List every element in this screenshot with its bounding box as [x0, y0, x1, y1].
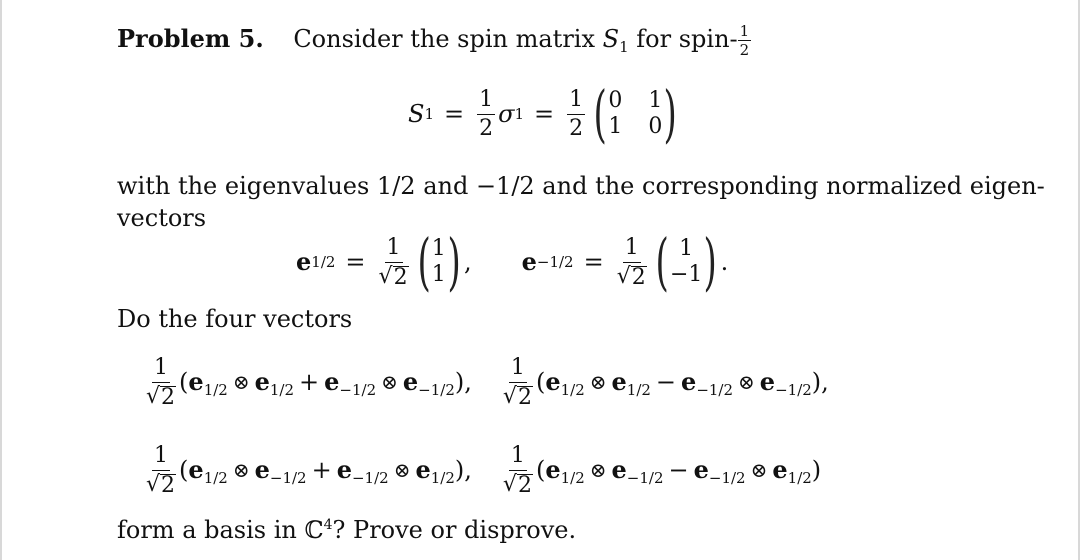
intro-text: Consider the spin matrix	[293, 25, 596, 53]
basis-vector-e: $e_{-1/2}$	[254, 455, 307, 487]
eigenvector-equations: e 1/2 = 1 √ 2 ( 1 1 ) , e −1/2 = 1 √ 2 ( 1 −1 ) .	[296, 225, 729, 298]
basis-vector-e: $e_{-1/2}$	[402, 367, 455, 399]
basis-vector-e: $e_{-1/2}$	[693, 455, 746, 487]
basis-vector-e: $e_{-1/2}$	[681, 367, 734, 399]
eq1-half-1: $\frac{1}{2}$	[479, 86, 494, 141]
inv-sqrt2-a: 1 √ 2	[378, 234, 408, 290]
basis-vector-e: $e_{1/2}$	[545, 455, 585, 487]
eq1-lhs: S	[408, 100, 425, 128]
basis-vector-e: $e_{1/2}$	[611, 367, 651, 399]
basis-vector-e: $e_{-1/2}$	[611, 455, 664, 487]
pauli-matrix: 0 1 1 0	[608, 88, 663, 139]
page-left-edge	[0, 0, 2, 560]
basis-vector-e: $e_{1/2}$	[188, 367, 228, 399]
inv-sqrt2-b: 1 √ 2	[616, 234, 646, 290]
intro-tail: for spin-	[636, 25, 738, 53]
intro-symbol-sub: 1	[619, 38, 629, 56]
inv-sqrt2-coefficient: 1 √ 2	[502, 442, 532, 498]
eigenvector-1: 1 1	[431, 236, 446, 287]
four-vectors-intro: Do the four vectors	[117, 305, 353, 333]
inv-sqrt2-coefficient: 1 √ 2	[502, 354, 532, 410]
spin-half-fraction: $\frac{1}{2}$	[739, 22, 750, 59]
eigenvector-2: 1 −1	[669, 236, 703, 287]
eq1-half-2: $\frac{1}{2}$	[569, 86, 584, 141]
basis-vector-e: $e_{1/2}$	[545, 367, 585, 399]
inv-sqrt2-coefficient: 1 √ 2	[146, 442, 176, 498]
vector-row-2	[143, 438, 821, 502]
basis-vector-e: $e_{1/2}$	[188, 455, 228, 487]
basis-vector-e: $e_{-1/2}$	[324, 367, 377, 399]
tensor-combination: 1 √ 2 ( $e_{1/2}$ ⊗ $e_{1/2}$ − $e_{-1/2}$ ⊗ $e_{-1/2}$ ) ,	[502, 354, 829, 410]
basis-vector-e: $e_{1/2}$	[254, 367, 295, 399]
problem-statement-line	[117, 24, 754, 57]
eq1-right-paren: )	[663, 77, 678, 150]
spin-matrix-equation: S 1 = $\frac{1}{2}$ σ 1 = $\frac{1}{2}$ ( 0 1 1 0 )	[408, 77, 678, 150]
eigen-paragraph-line2: vectors	[117, 204, 207, 232]
basis-vector-e: $e_{1/2}$	[772, 455, 812, 487]
eigen-paragraph-line1: with the eigenvalues 1/2 and −1/2 and the corresponding normalized eigen-	[117, 172, 1045, 200]
intro-symbol: S	[602, 25, 620, 53]
tensor-combination: 1 √ 2 ( $e_{1/2}$ ⊗ $e_{-1/2}$ + $e_{-1/2}$ ⊗ $e_{1/2}$ ) ,	[146, 442, 472, 498]
tensor-combination: 1 √ 2 ( $e_{1/2}$ ⊗ $e_{1/2}$ + $e_{-1/2}$ ⊗ $e_{-1/2}$ ) ,	[146, 354, 472, 410]
eq1-left-paren: (	[593, 77, 607, 150]
eq1-sigma: σ	[498, 100, 515, 128]
basis-vector-e: $e_{-1/2}$	[336, 455, 389, 487]
tensor-combination: 1 √ 2 ( $e_{1/2}$ ⊗ $e_{-1/2}$ − $e_{-1/2}$ ⊗ $e_{1/2}$ )	[502, 442, 822, 498]
vector-row-1	[143, 350, 829, 414]
basis-vector-e: $e_{-1/2}$	[759, 367, 812, 399]
complex-numbers-symbol: ℂ	[304, 516, 324, 544]
inv-sqrt2-coefficient: 1 √ 2	[146, 354, 176, 410]
basis-vector-e: $e_{1/2}$	[415, 455, 455, 487]
basis-question: form a basis in ℂ$^4$? Prove or disprove.	[117, 516, 577, 544]
problem-heading: Problem 5.	[117, 24, 264, 53]
